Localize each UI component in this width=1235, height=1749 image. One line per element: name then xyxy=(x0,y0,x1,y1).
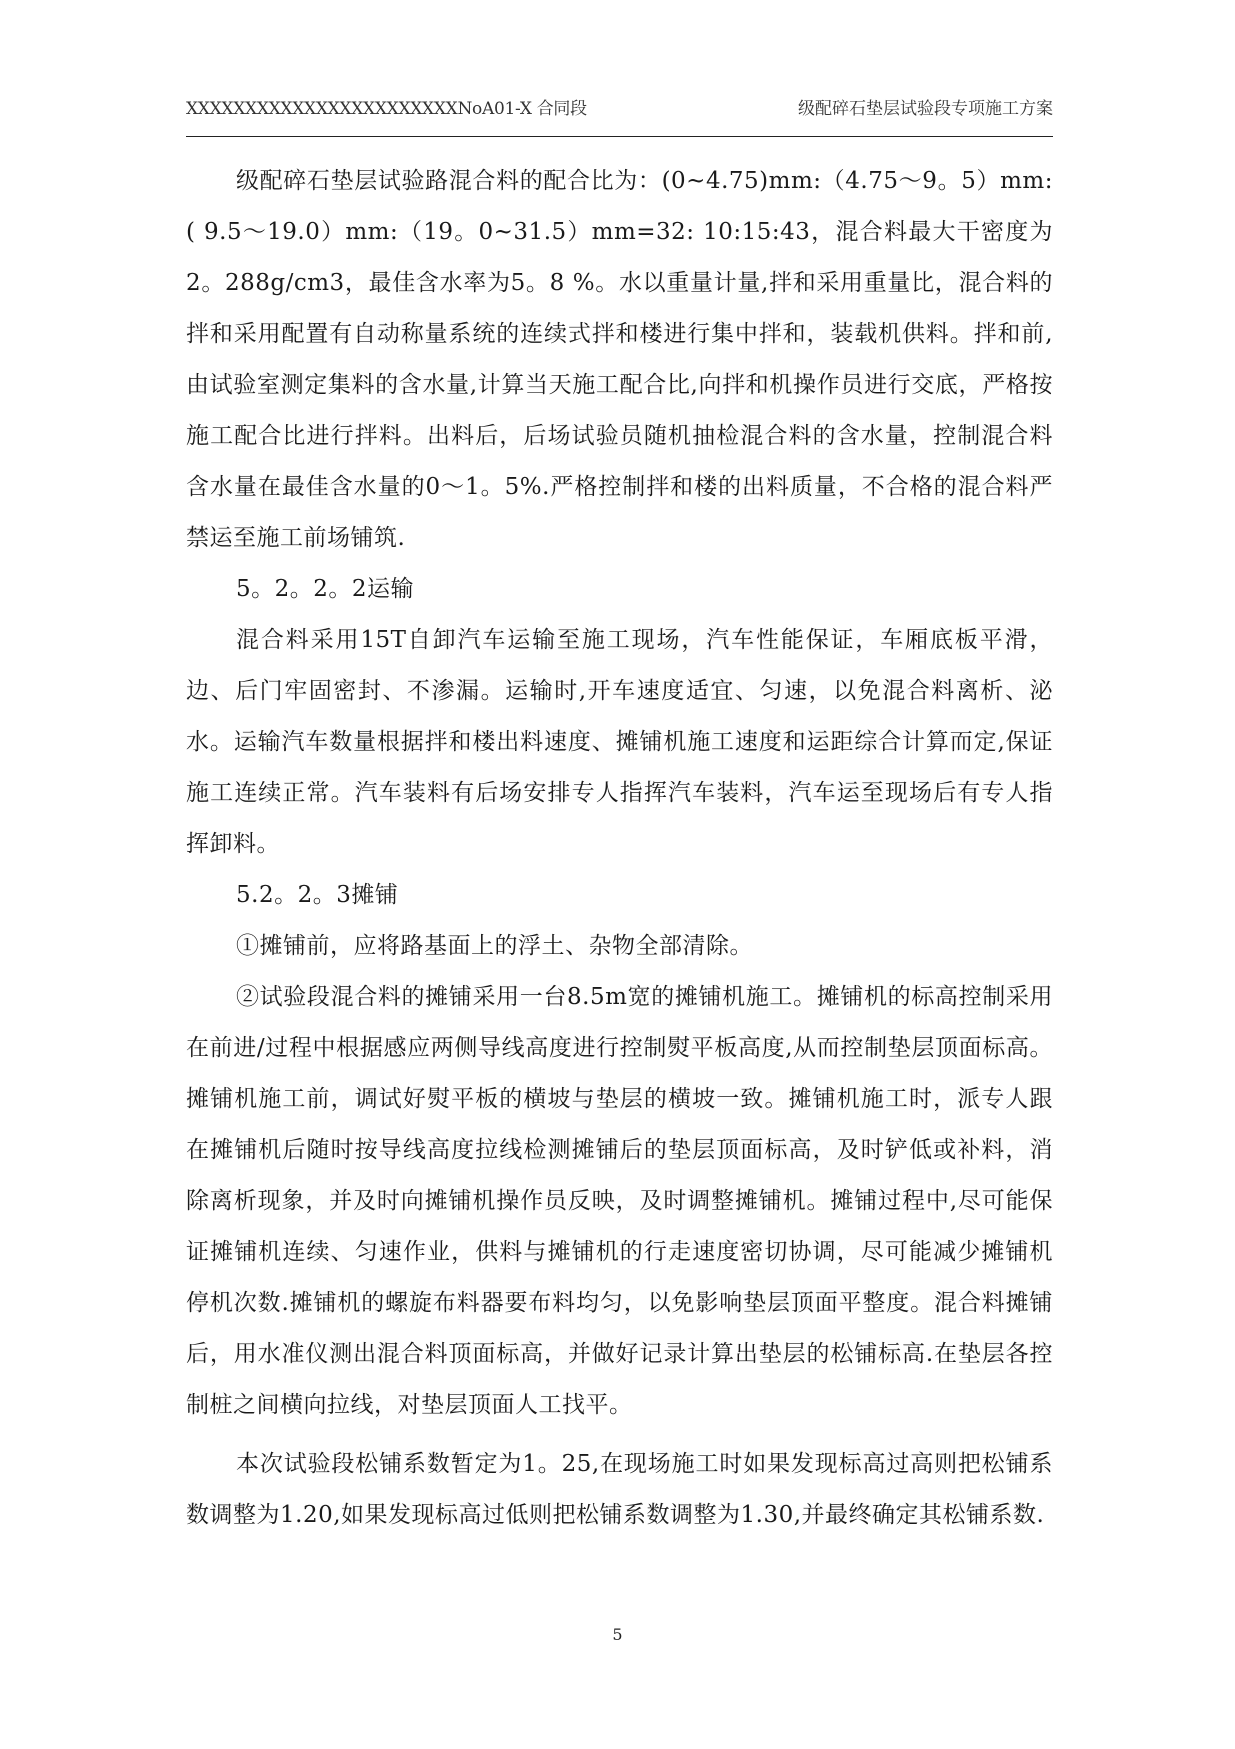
section-heading-paving: 5.2。2。3摊铺 xyxy=(236,882,399,908)
paragraph-paving-prep: ①摊铺前，应将路基面上的浮土、杂物全部清除。 xyxy=(236,933,753,959)
page-body xyxy=(186,156,1053,1541)
section-heading-transport: 5。2。2。2运输 xyxy=(236,576,415,602)
paragraph-paving-method: ②试验段混合料的摊铺采用一台8.5m宽的摊铺机施工。摊铺机的标高控制采用在前进/过程中根据感应两侧导线高度进行控制熨平板高度,从而控制垫层顶面标高。摊铺机施工前，调试好熨平板的横坡与垫层的横坡一致。摊铺机施工时，派专人跟在摊铺机后随时按导线高度拉线检测摊铺后的垫层顶面标高，及时铲低或补料，消除离析现象，并及时向摊铺机操作员反映，及时调整摊铺机。摊铺过程中,尽可能保证摊铺机连续、匀速作业，供料与摊铺机的行走速度密切协调，尽可能减少摊铺机停机次数.摊铺机的螺旋布料器要布料均匀，以免影响垫层顶面平整度。混合料摊铺后，用水准仪测出混合料顶面标高，并做好记录计算出垫层的松铺标高.在垫层各控制桩之间横向拉线，对垫层顶面人工找平。 xyxy=(186,984,1053,1418)
paragraph-transport: 混合料采用15T自卸汽车运输至施工现场，汽车性能保证，车厢底板平滑，边、后门牢固密封、不渗漏。运输时,开车速度适宜、匀速，以免混合料离析、泌水。运输汽车数量根据拌和楼出料速度、摊铺机施工速度和运距综合计算而定,保证施工连续正常。汽车装料有后场安排专人指挥汽车装料，汽车运至现场后有专人指挥卸料。 xyxy=(186,627,1053,857)
header-contract-section: XXXXXXXXXXXXXXXXXXXXXXXNoA01-X 合同段 xyxy=(186,99,587,119)
header-document-title: 级配碎石垫层试验段专项施工方案 xyxy=(798,99,1053,119)
page-number: 5 xyxy=(612,1625,623,1644)
paragraph-loose-coefficient: 本次试验段松铺系数暂定为1。25,在现场施工时如果发现标高过高则把松铺系数调整为1.20,如果发现标高过低则把松铺系数调整为1.30,并最终确定其松铺系数. xyxy=(186,1451,1053,1528)
page-header xyxy=(186,86,1053,137)
paragraph-mix-ratio: 级配碎石垫层试验路混合料的配合比为：(0~4.75)mm:（4.75～9。5）mm:( 9.5～19.0）mm:（19。0~31.5）mm=32: 10:15:43，混合料最大干密度为2。288g/cm3，最佳含水率为5。8 %。水以重量计量,拌和采用重量比，混合料的拌和采用配置有自动称量系统的连续式拌和楼进行集中拌和，装载机供料。拌和前,由试验室测定集料的含水量,计算当天施工配合比,向拌和机操作员进行交底，严格按施工配合比进行拌料。出料后，后场试验员随机抽检混合料的含水量，控制混合料含水量在最佳含水量的0～1。5%.严格控制拌和楼的出料质量，不合格的混合料严禁运至施工前场铺筑. xyxy=(186,168,1053,551)
